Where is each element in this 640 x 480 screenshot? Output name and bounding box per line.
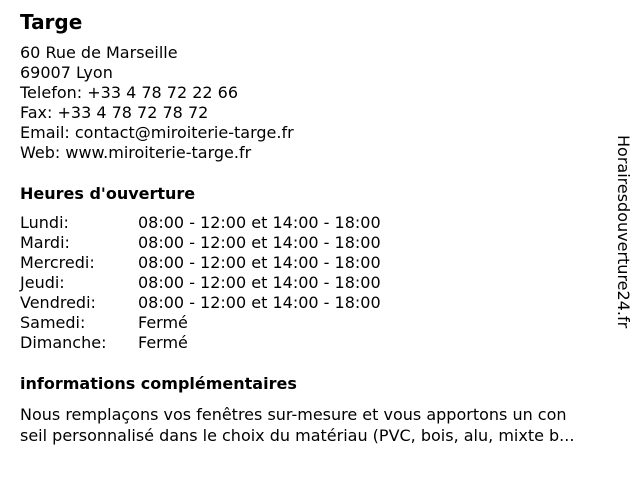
- day-hours: Fermé: [138, 313, 188, 332]
- day-label: Jeudi:: [20, 273, 65, 292]
- fax-number: Fax: +33 4 78 72 78 72: [20, 103, 209, 122]
- day-label: Vendredi:: [20, 293, 96, 312]
- day-label: Mardi:: [20, 233, 70, 252]
- contact-details: [20, 43, 294, 163]
- day-hours: 08:00 - 12:00 et 14:00 - 18:00: [138, 253, 381, 272]
- address-street: 60 Rue de Marseille: [20, 43, 178, 62]
- day-label: Samedi:: [20, 313, 86, 332]
- additional-info-heading: informations complémentaires: [20, 374, 297, 393]
- site-watermark: Horairesdouverture24.fr: [614, 135, 633, 329]
- business-name: Targe: [20, 10, 83, 34]
- opening-hours-heading: Heures d'ouverture: [20, 184, 196, 203]
- day-hours: 08:00 - 12:00 et 14:00 - 18:00: [138, 233, 381, 252]
- business-description: [20, 404, 574, 446]
- email-address: Email: contact@miroiterie-targe.fr: [20, 123, 294, 142]
- day-label: Lundi:: [20, 213, 69, 232]
- day-label: Mercredi:: [20, 253, 95, 272]
- address-city: 69007 Lyon: [20, 63, 113, 82]
- description-line: seil personnalisé dans le choix du matériau (PVC, bois, alu, mixte b...: [20, 426, 575, 445]
- day-hours: 08:00 - 12:00 et 14:00 - 18:00: [138, 273, 381, 292]
- day-hours: 08:00 - 12:00 et 14:00 - 18:00: [138, 293, 381, 312]
- day-hours: 08:00 - 12:00 et 14:00 - 18:00: [138, 213, 381, 232]
- day-hours: Fermé: [138, 333, 188, 352]
- phone-number: Telefon: +33 4 78 72 22 66: [20, 83, 239, 102]
- website-address: Web: www.miroiterie-targe.fr: [20, 143, 252, 162]
- day-label: Dimanche:: [20, 333, 107, 352]
- description-line: Nous remplaçons vos fenêtres sur-mesure et vous apportons un con: [20, 405, 567, 424]
